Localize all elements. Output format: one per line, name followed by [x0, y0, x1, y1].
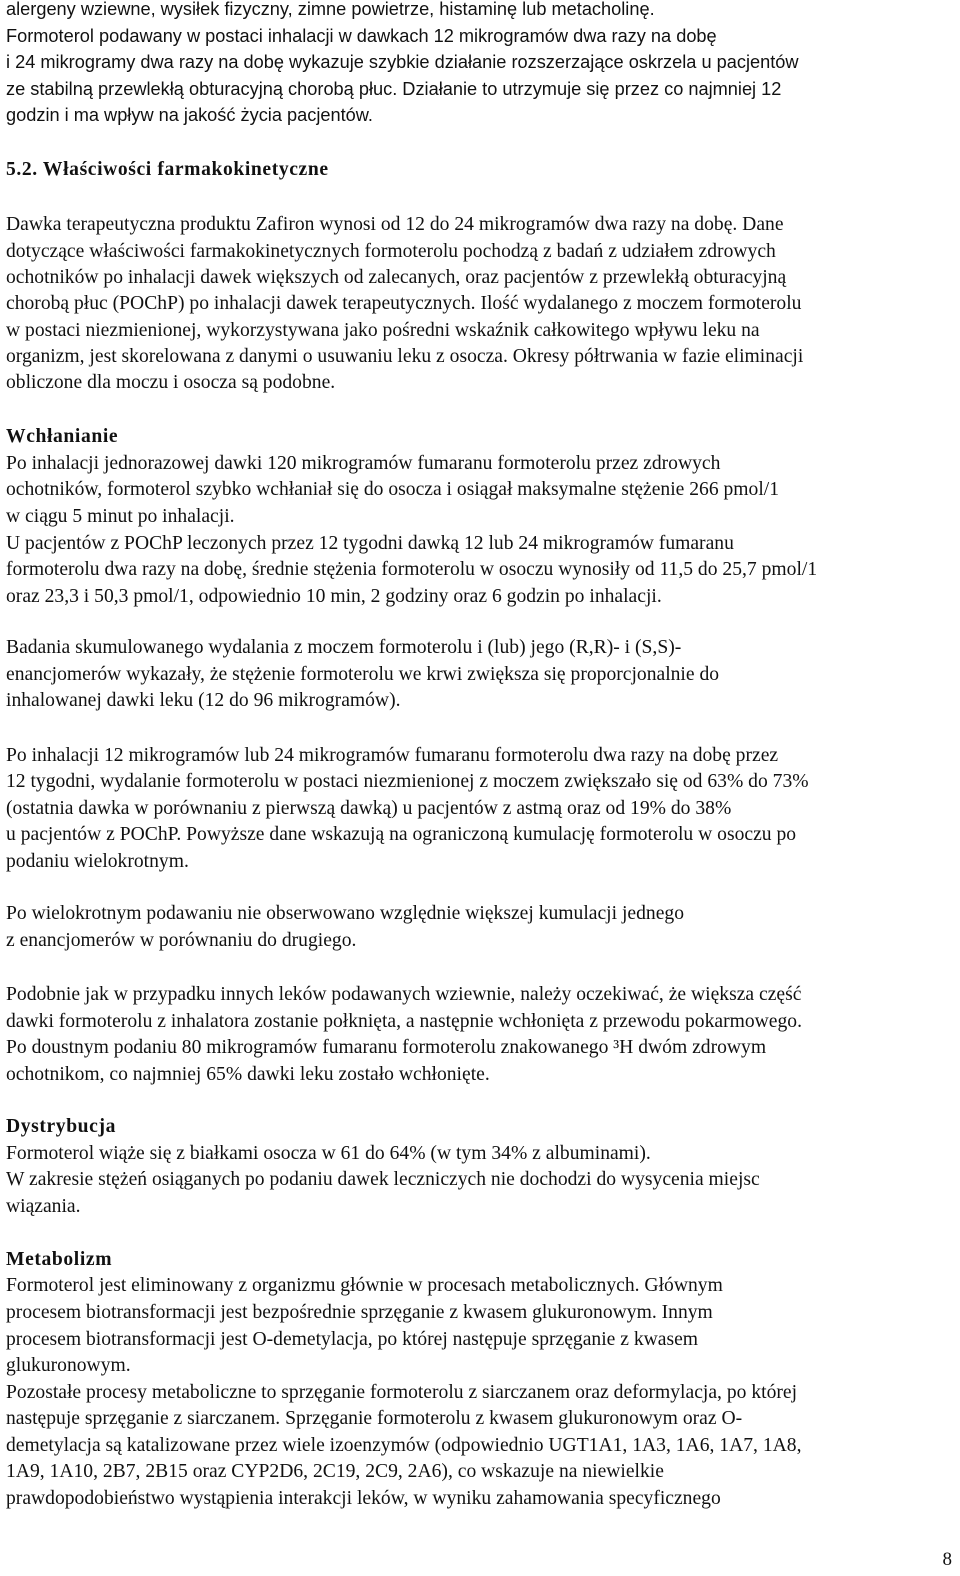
text-line: alergeny wziewne, wysiłek fizyczny, zimne powietrze, histaminę lub metacholinę. — [6, 0, 655, 19]
text-line: Formoterol podawany w postaci inhalacji w dawkach 12 mikrogramów dwa razy na dobę — [6, 26, 717, 46]
text-line: z enancjomerów w porównaniu do drugiego. — [6, 930, 357, 951]
section-heading: Metabolizm — [6, 1249, 113, 1270]
text-line: u pacjentów z POChP. Powyższe dane wskazują na ograniczoną kumulację formoterolu w osoczu po — [6, 824, 797, 845]
text-line: Formoterol jest eliminowany z organizmu głównie w procesach metabolicznych. Głównym — [6, 1275, 723, 1296]
text-line: obliczone dla moczu i osocza są podobne. — [6, 372, 336, 393]
text-line: Po wielokrotnym podawaniu nie obserwowano względnie większej kumulacji jednego — [6, 903, 684, 924]
text-line: Podobnie jak w przypadku innych leków podawanych wziewnie, należy oczekiwać, że większa część — [6, 984, 802, 1005]
text-line: formoterolu dwa razy na dobę, średnie stężenia formoterolu w osoczu wynosiły od 11,5 do 25,7 pmol/1 — [6, 559, 818, 580]
text-line: procesem biotransformacji jest bezpośrednie sprzęganie z kwasem glukuronowym. Innym — [6, 1302, 713, 1323]
section-heading: Wchłanianie — [6, 426, 119, 447]
section-heading: 5.2. Właściwości farmakokinetyczne — [6, 159, 329, 180]
text-line: U pacjentów z POChP leczonych przez 12 tygodni dawką 12 lub 24 mikrogramów fumaranu — [6, 533, 734, 554]
text-line: demetylacja są katalizowane przez wiele izoenzymów (odpowiednio UGT1A1, 1A3, 1A6, 1A7, 1A8, — [6, 1435, 802, 1456]
text-line: Po inhalacji 12 mikrogramów lub 24 mikrogramów fumaranu formoterolu dwa razy na dobę przez — [6, 745, 779, 766]
text-line: w postaci niezmienionej, wykorzystywana jako pośredni wskaźnik całkowitego wpływu leku na — [6, 320, 760, 341]
text-line: Pozostałe procesy metaboliczne to sprzęganie formoterolu z siarczanem oraz deformylacja, po której — [6, 1382, 798, 1403]
text-line: dawki formoterolu z inhalatora zostanie połknięta, a następnie wchłonięta z przewodu pokarmowego. — [6, 1011, 802, 1032]
text-line: i 24 mikrogramy dwa razy na dobę wykazuje szybkie działanie rozszerzające oskrzela u pacjentów — [6, 52, 799, 72]
text-line: organizm, jest skorelowana z danymi o usuwaniu leku z osocza. Okresy półtrwania w fazie eliminacji — [6, 346, 804, 367]
text-line: enancjomerów wykazały, że stężenie formoterolu we krwi zwiększa się proporcjonalnie do — [6, 664, 720, 685]
text-line: ochotników po inhalacji dawek większych od zalecanych, oraz pacjentów z przewlekłą obturacyjną — [6, 267, 787, 288]
text-line: inhalowanej dawki leku (12 do 96 mikrogramów). — [6, 690, 401, 711]
text-line: procesem biotransformacji jest O-demetylacja, po której następuje sprzęganie z kwasem — [6, 1329, 699, 1350]
text-line: Formoterol wiąże się z białkami osocza w 61 do 64% (w tym 34% z albuminami). — [6, 1143, 651, 1164]
text-line: prawdopodobieństwo wystąpienia interakcji leków, w wyniku zahamowania specyficznego — [6, 1488, 721, 1509]
text-line: 1A9, 1A10, 2B7, 2B15 oraz CYP2D6, 2C19, 2C9, 2A6), co wskazuje na niewielkie — [6, 1461, 664, 1482]
section-heading: Dystrybucja — [6, 1116, 117, 1137]
text-line: chorobą płuc (POChP) po inhalacji dawek terapeutycznych. Ilość wydalanego z moczem formoterolu — [6, 293, 802, 314]
text-line: Badania skumulowanego wydalania z moczem formoterolu i (lub) jego (R,R)- i (S,S)- — [6, 637, 682, 658]
text-line: (ostatnia dawka w porównaniu z pierwszą dawką) u pacjentów z astmą oraz od 19% do 38% — [6, 798, 732, 819]
text-line: glukuronowym. — [6, 1355, 131, 1376]
text-line: ze stabilną przewlekłą obturacyjną chorobą płuc. Działanie to utrzymuje się przez co najmniej 12 — [6, 79, 782, 99]
text-line: oraz 23,3 i 50,3 pmol/1, odpowiednio 10 min, 2 godziny oraz 6 godzin po inhalacji. — [6, 586, 662, 607]
text-line: 12 tygodni, wydalanie formoterolu w postaci niezmienionej z moczem zwiększało się od 63% do 73% — [6, 771, 809, 792]
text-line: podaniu wielokrotnym. — [6, 851, 189, 872]
text-line: w ciągu 5 minut po inhalacji. — [6, 506, 235, 527]
text-line: Dawka terapeutyczna produktu Zafiron wynosi od 12 do 24 mikrogramów dwa razy na dobę. Dane — [6, 214, 784, 235]
text-line: wiązania. — [6, 1196, 81, 1217]
text-line: następuje sprzęganie z siarczanem. Sprzęganie formoterolu z kwasem glukuronowym oraz O- — [6, 1408, 743, 1429]
page-number: 8 — [942, 1549, 952, 1570]
text-line: ochotnikom, co najmniej 65% dawki leku zostało wchłonięte. — [6, 1064, 490, 1085]
text-line: ochotników, formoterol szybko wchłaniał się do osocza i osiągał maksymalne stężenie 266 pmol/1 — [6, 479, 780, 500]
text-line: dotyczące właściwości farmakokinetycznych formoterolu pochodzą z badań z udziałem zdrowych — [6, 241, 776, 262]
text-line: W zakresie stężeń osiąganych po podaniu dawek leczniczych nie dochodzi do wysycenia miejsc — [6, 1169, 760, 1190]
text-line: Po inhalacji jednorazowej dawki 120 mikrogramów fumaranu formoterolu przez zdrowych — [6, 453, 721, 474]
text-line: godzin i ma wpływ na jakość życia pacjentów. — [6, 105, 373, 125]
text-line: Po doustnym podaniu 80 mikrogramów fumaranu formoterolu znakowanego ³H dwóm zdrowym — [6, 1037, 767, 1058]
